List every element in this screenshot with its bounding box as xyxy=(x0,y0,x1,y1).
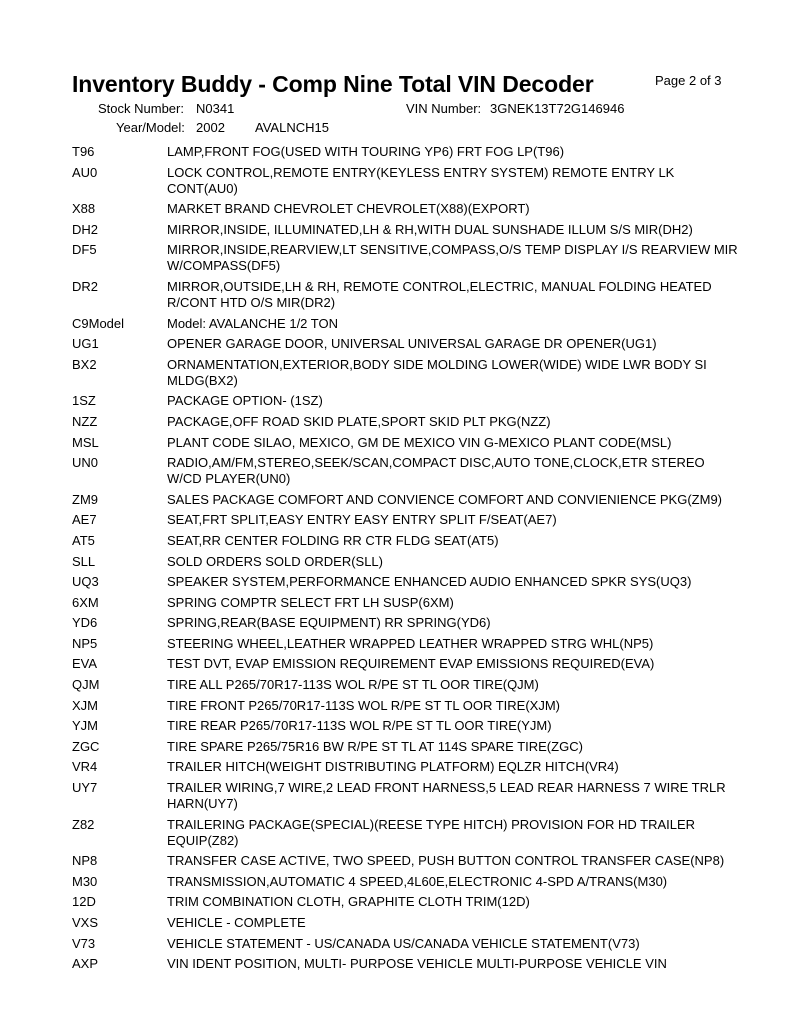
option-row xyxy=(72,435,742,451)
page-number: Page 2 of 3 xyxy=(655,73,722,88)
option-row xyxy=(72,165,742,197)
option-description: LAMP,FRONT FOG(USED WITH TOURING YP6) FRT FOG LP(T96) xyxy=(167,144,565,159)
option-code: SLL xyxy=(72,553,96,569)
vin-number-label: VIN Number: xyxy=(406,101,482,116)
option-description: PACKAGE,OFF ROAD SKID PLATE,SPORT SKID PLT PKG(NZZ) xyxy=(167,413,551,429)
stock-number-label: Stock Number: xyxy=(98,101,184,116)
option-code: AE7 xyxy=(72,512,97,528)
option-code: QJM xyxy=(72,677,100,693)
option-code: VR4 xyxy=(72,759,98,775)
option-row xyxy=(72,853,742,869)
option-code: DF5 xyxy=(72,242,97,258)
option-description: SEAT,RR CENTER FOLDING RR CTR FLDG SEAT(AT5) xyxy=(167,532,499,548)
option-description: TRAILERING PACKAGE(SPECIAL)(REESE TYPE HITCH) PROVISION FOR HD TRAILER EQUIP(Z82) xyxy=(167,816,696,848)
option-code: Z82 xyxy=(72,816,95,832)
option-row xyxy=(72,817,742,849)
option-row xyxy=(72,915,742,931)
option-code: 6XM xyxy=(72,594,99,610)
option-row xyxy=(72,636,742,652)
option-row xyxy=(72,336,742,352)
option-description: STEERING WHEEL,LEATHER WRAPPED LEATHER WRAPPED STRG WHL(NP5) xyxy=(167,635,654,651)
option-code: UQ3 xyxy=(72,574,99,590)
option-description: TRANSMISSION,AUTOMATIC 4 SPEED,4L60E,ELECTRONIC 4-SPD A/TRANS(M30) xyxy=(167,873,668,889)
option-row xyxy=(72,512,742,528)
option-description: VEHICLE STATEMENT - US/CANADA US/CANADA VEHICLE STATEMENT(V73) xyxy=(167,935,640,951)
option-description: SALES PACKAGE COMFORT AND CONVIENCE COMFORT AND CONVIENIENCE PKG(ZM9) xyxy=(167,491,723,507)
option-code: ZM9 xyxy=(72,491,98,507)
option-code: VXS xyxy=(72,915,99,930)
option-row xyxy=(72,874,742,890)
model-value: AVALNCH15 xyxy=(255,120,329,135)
option-description: TRAILER HITCH(WEIGHT DISTRIBUTING PLATFORM) EQLZR HITCH(VR4) xyxy=(167,759,619,775)
option-code: UN0 xyxy=(72,455,99,471)
option-description: Model: AVALANCHE 1/2 TON xyxy=(167,315,338,331)
option-code: C9Model xyxy=(72,315,125,331)
option-code: MSL xyxy=(72,434,99,450)
vin-number-value: 3GNEK13T72G146946 xyxy=(490,101,625,116)
option-code: AU0 xyxy=(72,164,98,180)
option-description: SPRING,REAR(BASE EQUIPMENT) RR SPRING(YD6) xyxy=(167,615,491,631)
option-row xyxy=(72,718,742,734)
option-description: PACKAGE OPTION- (1SZ) xyxy=(167,393,323,409)
option-row xyxy=(72,780,742,812)
option-description: ORNAMENTATION,EXTERIOR,BODY SIDE MOLDING LOWER(WIDE) WIDE LWR BODY SI MLDG(BX2) xyxy=(167,356,707,388)
option-row xyxy=(72,739,742,755)
option-description: VEHICLE - COMPLETE xyxy=(167,915,306,930)
option-row xyxy=(72,144,742,160)
option-code: YD6 xyxy=(72,615,98,631)
option-description: MIRROR,OUTSIDE,LH & RH, REMOTE CONTROL,ELECTRIC, MANUAL FOLDING HEATED R/CONT HTD O/S MIR(DR2) xyxy=(167,278,712,310)
option-code: UG1 xyxy=(72,336,99,352)
option-description: MIRROR,INSIDE, ILLUMINATED,LH & RH,WITH DUAL SUNSHADE ILLUM S/S MIR(DH2) xyxy=(167,221,693,237)
option-code: EVA xyxy=(72,656,98,672)
option-description: VIN IDENT POSITION, MULTI- PURPOSE VEHICLE MULTI-PURPOSE VEHICLE VIN xyxy=(167,956,667,972)
option-row xyxy=(72,414,742,430)
option-description: PLANT CODE SILAO, MEXICO, GM DE MEXICO VIN G-MEXICO PLANT CODE(MSL) xyxy=(167,434,672,450)
option-code: XJM xyxy=(72,697,98,713)
option-row xyxy=(72,492,742,508)
option-code-list xyxy=(72,144,742,977)
option-code: NZZ xyxy=(72,413,98,429)
option-description: TIRE ALL P265/70R17-113S WOL R/PE ST TL OOR TIRE(QJM) xyxy=(167,677,539,693)
option-description: TRAILER WIRING,7 WIRE,2 LEAD FRONT HARNESS,5 LEAD REAR HARNESS 7 WIRE TRLR HARN(UY7) xyxy=(167,780,726,812)
year-value: 2002 xyxy=(196,120,225,135)
option-row xyxy=(72,759,742,775)
option-description: TEST DVT, EVAP EMISSION REQUIREMENT EVAP EMISSIONS REQUIRED(EVA) xyxy=(167,656,655,672)
option-code: DH2 xyxy=(72,221,99,237)
option-row xyxy=(72,936,742,952)
stock-number-value: N0341 xyxy=(196,101,235,116)
option-code: T96 xyxy=(72,144,95,159)
option-row xyxy=(72,357,742,389)
option-description: TRANSFER CASE ACTIVE, TWO SPEED, PUSH BUTTON CONTROL TRANSFER CASE(NP8) xyxy=(167,853,725,869)
option-row xyxy=(72,242,742,274)
option-row xyxy=(72,656,742,672)
option-description: MIRROR,INSIDE,REARVIEW,LT SENSITIVE,COMPASS,O/S TEMP DISPLAY I/S REARVIEW MIR W/COMPASS(DF5) xyxy=(167,242,738,274)
option-description: SEAT,FRT SPLIT,EASY ENTRY EASY ENTRY SPLIT F/SEAT(AE7) xyxy=(167,512,557,528)
option-row xyxy=(72,574,742,590)
option-code: X88 xyxy=(72,201,96,217)
option-row xyxy=(72,201,742,217)
option-code: NP5 xyxy=(72,635,98,651)
option-row xyxy=(72,279,742,311)
option-code: AT5 xyxy=(72,532,95,548)
option-description: SOLD ORDERS SOLD ORDER(SLL) xyxy=(167,553,383,569)
year-model-label: Year/Model: xyxy=(116,120,185,135)
option-description: RADIO,AM/FM,STEREO,SEEK/SCAN,COMPACT DISC,AUTO TONE,CLOCK,ETR STEREO W/CD PLAYER(UN0) xyxy=(167,455,705,487)
option-row xyxy=(72,455,742,487)
option-code: M30 xyxy=(72,873,98,889)
option-description: SPEAKER SYSTEM,PERFORMANCE ENHANCED AUDIO ENHANCED SPKR SYS(UQ3) xyxy=(167,574,692,590)
option-code: 12D xyxy=(72,894,96,910)
option-description: TIRE FRONT P265/70R17-113S WOL R/PE ST TL OOR TIRE(XJM) xyxy=(167,697,560,713)
option-description: TIRE SPARE P265/75R16 BW R/PE ST TL AT 114S SPARE TIRE(ZGC) xyxy=(167,738,583,754)
option-code: AXP xyxy=(72,956,99,972)
option-row xyxy=(72,956,742,972)
option-row xyxy=(72,554,742,570)
option-row xyxy=(72,316,742,332)
option-row xyxy=(72,698,742,714)
option-row xyxy=(72,677,742,693)
option-code: YJM xyxy=(72,718,98,734)
option-code: DR2 xyxy=(72,278,99,294)
option-description: TRIM COMBINATION CLOTH, GRAPHITE CLOTH TRIM(12D) xyxy=(167,894,530,910)
page-title: Inventory Buddy - Comp Nine Total VIN Decoder xyxy=(72,71,594,97)
option-description: TIRE REAR P265/70R17-113S WOL R/PE ST TL OOR TIRE(YJM) xyxy=(167,718,552,734)
option-row xyxy=(72,595,742,611)
option-description: OPENER GARAGE DOOR, UNIVERSAL UNIVERSAL GARAGE DR OPENER(UG1) xyxy=(167,336,657,352)
option-code: V73 xyxy=(72,935,96,951)
option-code: UY7 xyxy=(72,780,98,796)
option-description: LOCK CONTROL,REMOTE ENTRY(KEYLESS ENTRY SYSTEM) REMOTE ENTRY LK CONT(AU0) xyxy=(167,164,675,196)
option-row xyxy=(72,615,742,631)
option-row xyxy=(72,533,742,549)
option-row xyxy=(72,393,742,409)
option-code: NP8 xyxy=(72,853,98,869)
option-description: SPRING COMPTR SELECT FRT LH SUSP(6XM) xyxy=(167,594,454,610)
option-description: MARKET BRAND CHEVROLET CHEVROLET(X88)(EXPORT) xyxy=(167,201,530,217)
option-code: 1SZ xyxy=(72,393,96,409)
option-code: BX2 xyxy=(72,356,97,372)
option-code: ZGC xyxy=(72,738,100,754)
option-row xyxy=(72,222,742,238)
option-row xyxy=(72,894,742,910)
